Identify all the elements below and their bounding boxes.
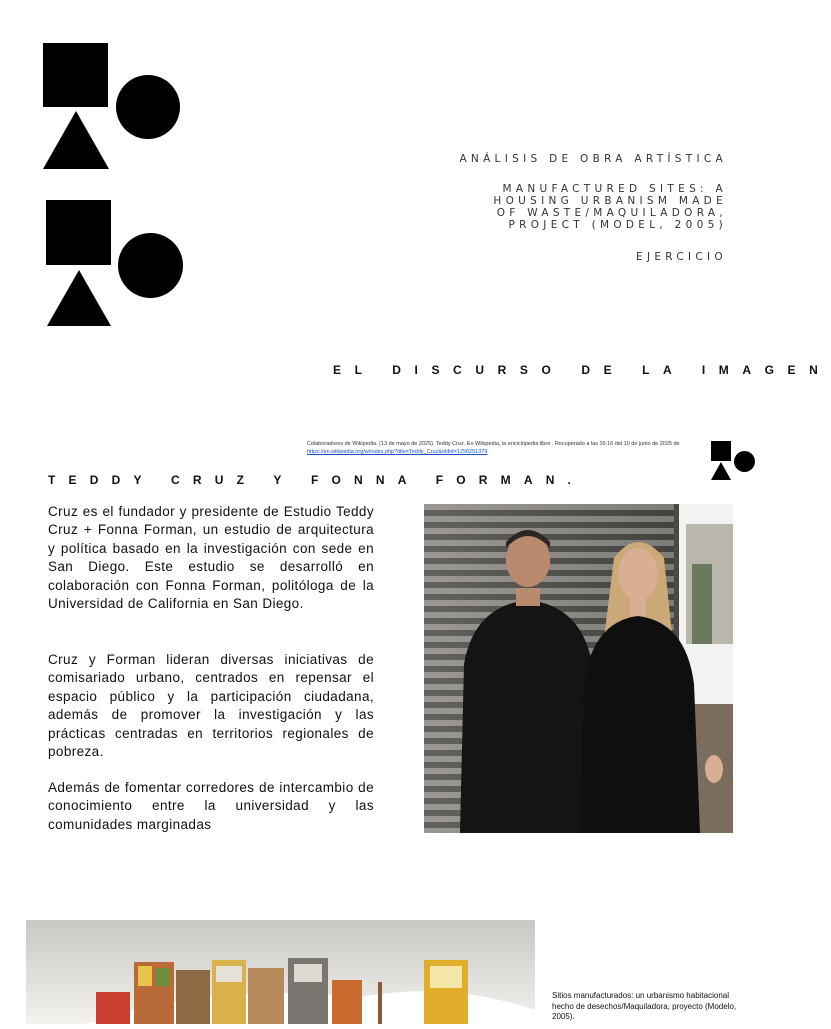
work-title xyxy=(477,183,727,231)
citation xyxy=(307,440,692,456)
shapes-logo-top xyxy=(43,43,183,171)
triangle-shape-icon xyxy=(711,462,731,480)
triangle-shape-icon xyxy=(47,270,111,326)
circle-shape-icon xyxy=(118,233,183,298)
model-caption: Sitios manufacturados: un urbanismo habitacional hecho de desechos/Maquiladora, proyecto (Modelo, 2005). xyxy=(552,991,737,1021)
exercise-label: EJERCICIO xyxy=(636,251,727,263)
square-shape-icon xyxy=(46,200,111,265)
model-photo-illustration xyxy=(26,920,535,1024)
work-title-line: MANUFACTURED SITES: A xyxy=(502,183,727,195)
square-shape-icon xyxy=(711,441,731,461)
analysis-label: ANÁLISIS DE OBRA ARTÍSTICA xyxy=(459,153,727,165)
authors-heading: TEDDY CRUZ Y FONNA FORMAN. xyxy=(48,473,585,487)
portrait-photo xyxy=(424,504,733,833)
model-photo xyxy=(26,920,535,1024)
work-title-line: OF WASTE/MAQUILADORA, xyxy=(496,207,727,219)
section-title: EL DISCURSO DE LA IMAGEN xyxy=(333,363,831,377)
work-title-line: HOUSING URBANISM MADE xyxy=(493,195,727,207)
citation-link[interactable]: https://en.wikipedia.org/w/index.php?title=Teddy_Cruz&oldid=1290251379 xyxy=(307,449,488,455)
body-paragraph: Cruz y Forman lideran diversas iniciativas de comisariado urbano, centrados en repensar el espacio público y la participación ciudadana, además de promover la investigación y las prácticas centradas en territorios regionales de pobreza. xyxy=(48,652,374,760)
body-paragraph: Además de fomentar corredores de intercambio de conocimiento entre la universidad y las comunidades marginadas xyxy=(48,780,374,832)
square-shape-icon xyxy=(43,43,108,107)
work-title-line: PROJECT (MODEL, 2005) xyxy=(508,219,727,231)
citation-text: Colaboradores de Wikipedia. (13 de mayo de 2025). Teddy Cruz. En Wikipedia, la enciclopedia libre . Recuperado a las 16:16 del 10 de junio de 2025 de xyxy=(307,441,680,447)
body-paragraph: Cruz es el fundador y presidente de Estudio Teddy Cruz + Fonna Forman, un estudio de arquitectura y política basado en la investigación con sede en San Diego. Este estudio se desarrolló en colaboración con Fonna Forman, politóloga de la Universidad de California en San Diego. xyxy=(48,504,374,612)
circle-shape-icon xyxy=(116,75,180,139)
shapes-logo-second xyxy=(46,200,186,328)
circle-shape-icon xyxy=(734,451,755,472)
portrait-photo-illustration xyxy=(424,504,733,833)
triangle-shape-icon xyxy=(43,111,109,169)
shapes-logo-small xyxy=(711,441,755,481)
